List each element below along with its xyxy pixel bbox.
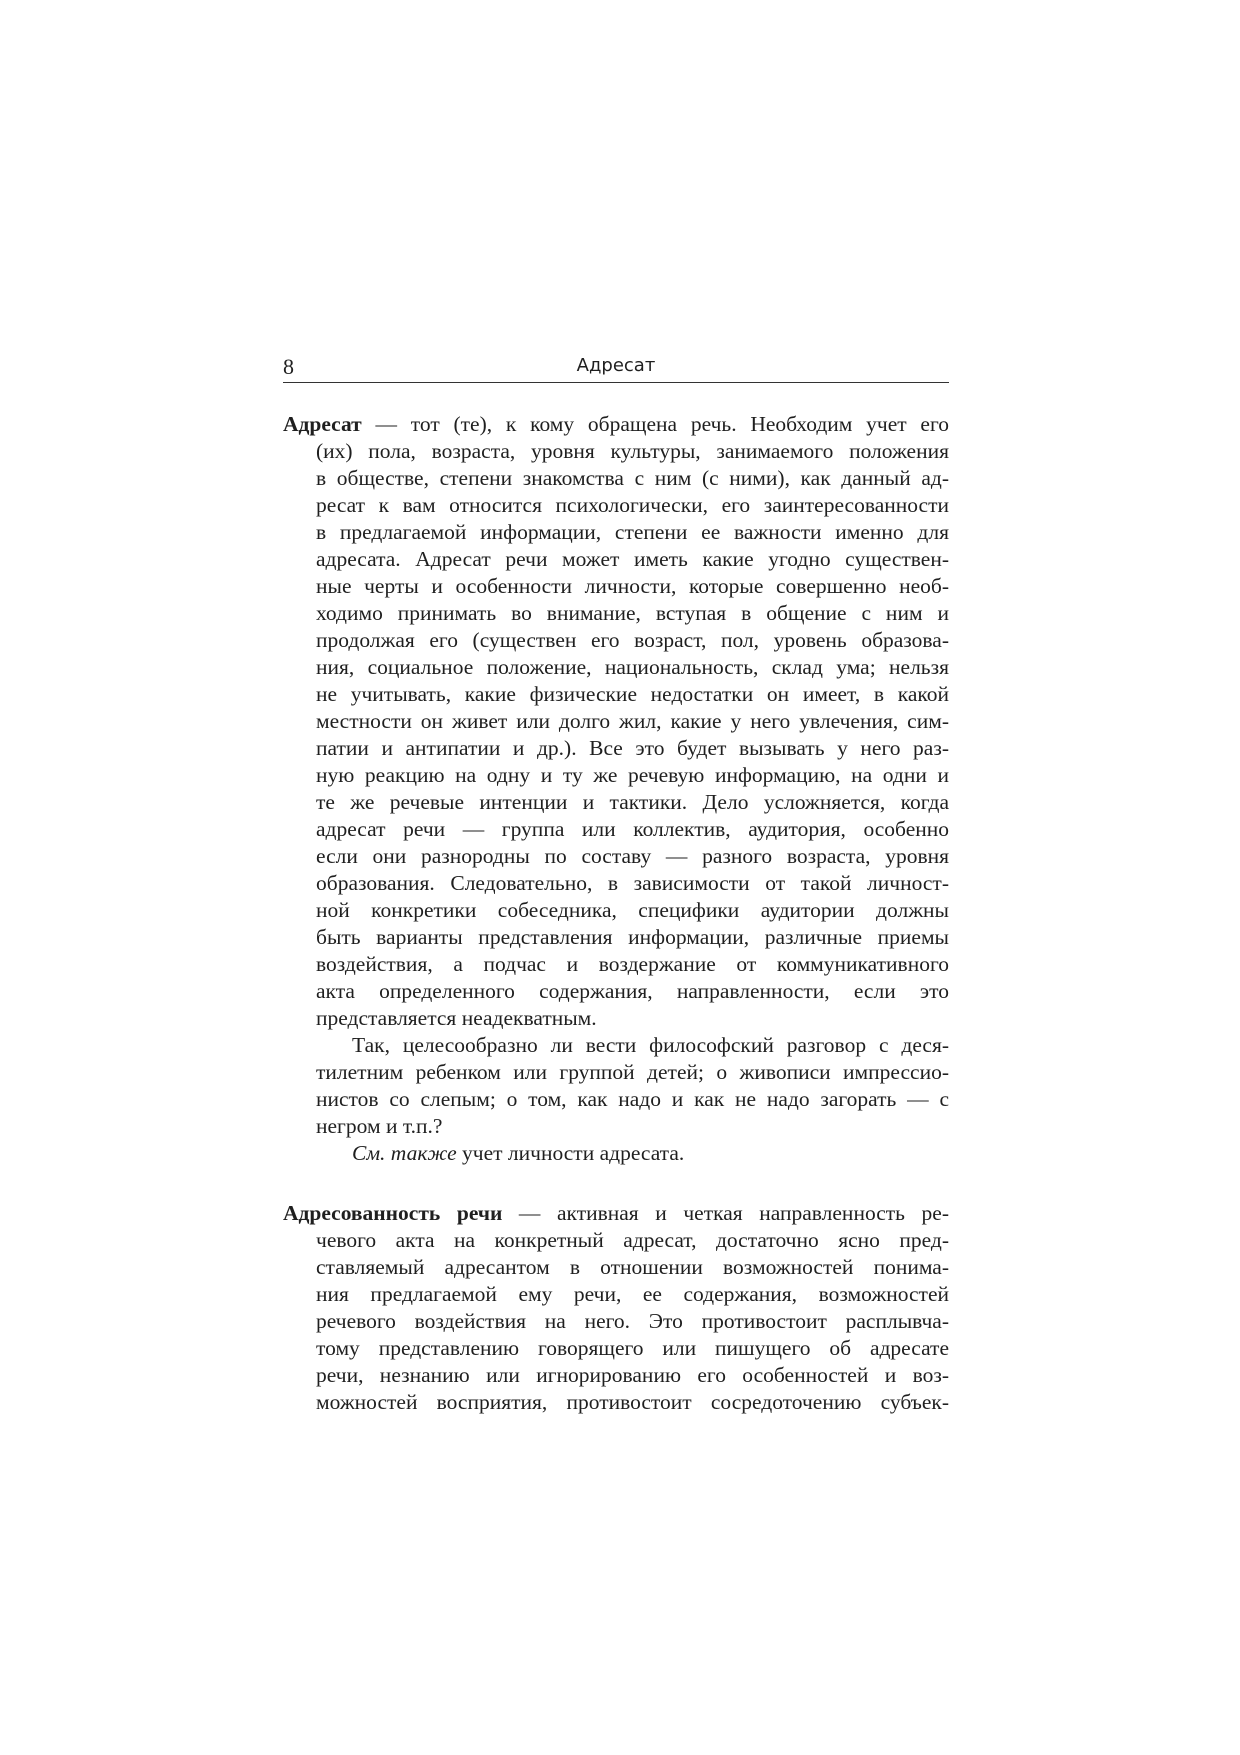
page-number: 8 <box>283 354 294 379</box>
entry-line: ной конкретики собеседника, специфики аудитории должны <box>316 898 949 922</box>
entry-line: тому представлению говорящего или пишущего об адресате <box>316 1336 949 1360</box>
entry-text: — активная и четкая направленность ре- <box>502 1201 950 1225</box>
entry-line: акта определенного содержания, направленности, если это <box>316 979 949 1003</box>
entry-line: ные черты и особенности личности, которые совершенно необ- <box>316 574 949 598</box>
entry-line: те же речевые интенции и тактики. Дело усложняется, когда <box>316 790 949 814</box>
entry-line: ходимо принимать во внимание, вступая в общение с ним и <box>316 601 949 625</box>
entry-line: (их) пола, возраста, уровня культуры, занимаемого положения <box>316 439 949 463</box>
entry-term: Адресованность речи <box>283 1201 503 1225</box>
entry-text: — тот (те), к кому обращена речь. Необходим учет его <box>361 412 949 436</box>
entry-line: чевого акта на конкретный адресат, достаточно ясно пред- <box>316 1228 949 1252</box>
see-also-line <box>352 1140 949 1167</box>
entry-line: если они разнородны по составу — разного возраста, уровня <box>316 844 949 868</box>
entry-line: воздействия, а подчас и воздержание от коммуникативного <box>316 952 949 976</box>
entry-line: не учитывать, какие физические недостатки он имеет, в какой <box>316 682 949 706</box>
entry-heading-line <box>283 411 949 438</box>
entry-line: патии и антипатии и др.). Все это будет вызывать у него раз- <box>316 736 949 760</box>
entry-line: ную реакцию на одну и ту же речевую информацию, на одни и <box>316 763 949 787</box>
entry-line: ния, социальное положение, национальность, склад ума; нельзя <box>316 655 949 679</box>
entry-line: негром и т.п.? <box>316 1114 443 1138</box>
entry-line: ния предлагаемой ему речи, ее содержания, возможностей <box>316 1282 949 1306</box>
entry-line: можностей восприятия, противостоит сосредоточению субъек- <box>316 1390 949 1414</box>
entry-line: адресат речи — группа или коллектив, аудитория, особенно <box>316 817 949 841</box>
entry-line: речи, незнанию или игнорированию его особенностей и воз- <box>316 1363 949 1387</box>
entry-line: образования. Следовательно, в зависимости от такой личност- <box>316 871 949 895</box>
entry-heading-line <box>283 1200 949 1227</box>
see-also-text: учет личности адресата. <box>456 1141 685 1165</box>
entry-line: продолжая его (существен его возраст, пол, уровень образова- <box>316 628 949 652</box>
see-also-label: См. также <box>352 1141 457 1165</box>
entry-line: нистов со слепым; о том, как надо и как не надо загорать — с <box>316 1087 949 1111</box>
entry-paragraph-line: Так, целесообразно ли вести философский разговор с деся- <box>352 1033 949 1057</box>
running-title: Адресат <box>576 355 656 376</box>
entry-line: представляется неадекватным. <box>316 1006 597 1030</box>
entry-line: быть варианты представления информации, различные приемы <box>316 925 949 949</box>
entry-line: ставляемый адресантом в отношении возможностей понима- <box>316 1255 949 1279</box>
header-rule <box>283 382 949 383</box>
entry-line: речевого воздействия на него. Это противостоит расплывча- <box>316 1309 949 1333</box>
running-header <box>283 354 949 382</box>
entry-line: тилетним ребенком или группой детей; о живописи импрессио- <box>316 1060 949 1084</box>
entry-line: в обществе, степени знакомства с ним (с ними), как данный ад- <box>316 466 949 490</box>
entry-line: адресата. Адресат речи может иметь какие угодно существен- <box>316 547 949 571</box>
entry-line: ресат к вам относится психологически, его заинтересованности <box>316 493 949 517</box>
entry-term: Адресат <box>283 412 362 436</box>
entry-line: в предлагаемой информации, степени ее важности именно для <box>316 520 949 544</box>
entry-line: местности он живет или долго жил, какие у него увлечения, сим- <box>316 709 949 733</box>
